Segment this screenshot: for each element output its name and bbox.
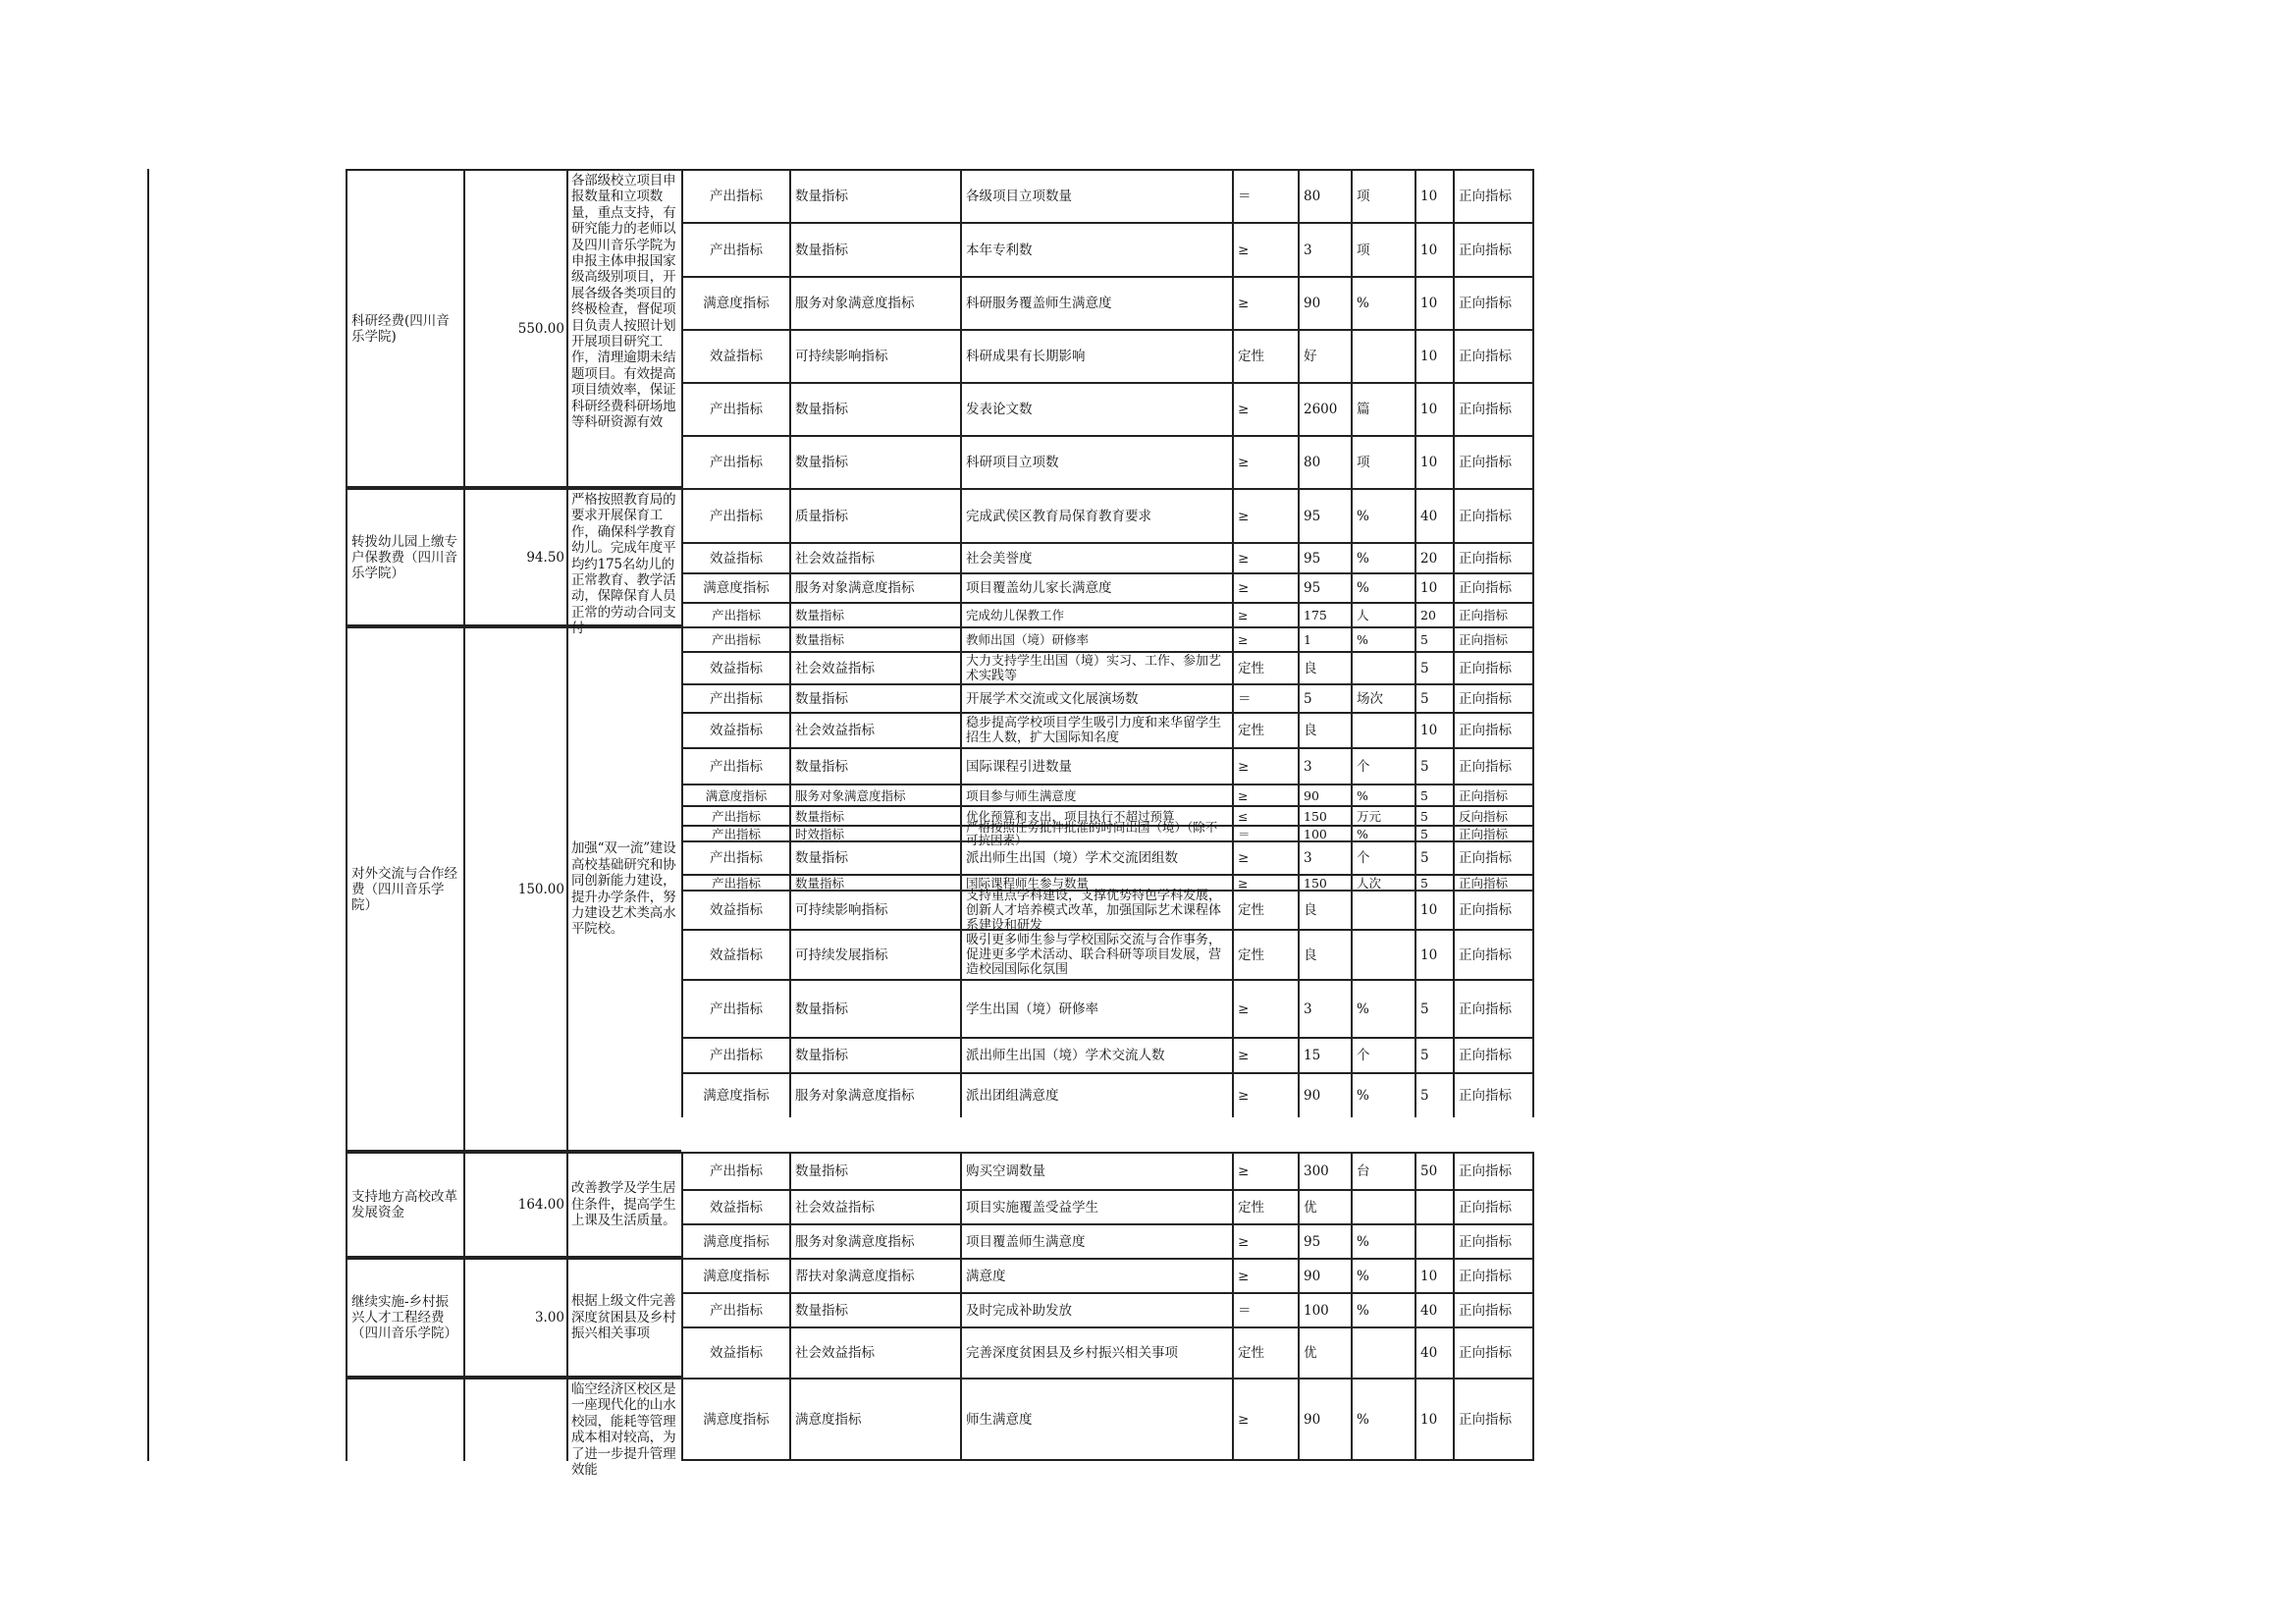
unit-cell	[1351, 1189, 1415, 1223]
comparison-operator-cell: ≥	[1232, 979, 1298, 1037]
weight-cell: 5	[1415, 979, 1453, 1037]
direction-cell: 正向指标	[1453, 929, 1534, 979]
indicator-name-cell: 优化预算和支出，项目执行不超过预算	[960, 805, 1232, 825]
weight-cell: 5	[1415, 1072, 1453, 1117]
weight-cell: 50	[1415, 1152, 1453, 1189]
weight-cell: 10	[1415, 169, 1453, 222]
unit-cell: 项	[1351, 435, 1415, 488]
weight-cell: 10	[1415, 1378, 1453, 1461]
target-value-cell: 80	[1298, 169, 1351, 222]
indicator-level1-cell: 产出指标	[681, 488, 789, 542]
indicator-name-cell: 科研项目立项数	[960, 435, 1232, 488]
indicator-level2-cell: 数量指标	[789, 805, 960, 825]
weight-cell: 5	[1415, 840, 1453, 874]
weight-cell: 5	[1415, 874, 1453, 890]
unit-cell: %	[1351, 626, 1415, 651]
comparison-operator-cell: ≥	[1232, 1258, 1298, 1292]
comparison-operator-cell: ≥	[1232, 784, 1298, 805]
comparison-operator-cell: ≥	[1232, 542, 1298, 572]
weight-cell: 5	[1415, 747, 1453, 784]
direction-cell: 正向指标	[1453, 712, 1534, 747]
indicator-name-cell: 发表论文数	[960, 382, 1232, 435]
target-value-cell: 150	[1298, 805, 1351, 825]
indicator-level1-cell: 效益指标	[681, 329, 789, 382]
project-goal-cell: 根据上级文件完善深度贫困县及乡村振兴相关事项	[566, 1258, 681, 1378]
unit-cell: %	[1351, 825, 1415, 840]
target-value-cell: 良	[1298, 890, 1351, 929]
indicator-level1-cell: 效益指标	[681, 1189, 789, 1223]
indicator-level1-cell: 产出指标	[681, 1152, 789, 1189]
comparison-operator-cell: ＝	[1232, 825, 1298, 840]
indicator-name-cell: 国际课程引进数量	[960, 747, 1232, 784]
indicator-level1-cell: 产出指标	[681, 840, 789, 874]
indicator-level1-cell: 满意度指标	[681, 1072, 789, 1117]
indicator-name-cell: 稳步提高学校项目学生吸引力度和来华留学生招生人数，扩大国际知名度	[960, 712, 1232, 747]
unit-cell: 项	[1351, 222, 1415, 276]
comparison-operator-cell: ≥	[1232, 840, 1298, 874]
indicator-name-cell: 科研服务覆盖师生满意度	[960, 276, 1232, 329]
comparison-operator-cell: ≥	[1232, 1152, 1298, 1189]
target-value-cell: 90	[1298, 1258, 1351, 1292]
indicator-name-cell: 各级项目立项数量	[960, 169, 1232, 222]
indicator-name-cell: 社会美誉度	[960, 542, 1232, 572]
target-value-cell: 优	[1298, 1326, 1351, 1378]
direction-cell: 正向指标	[1453, 572, 1534, 602]
indicator-name-cell: 派出师生出国（境）学术交流人数	[960, 1037, 1232, 1072]
indicator-name-cell: 严格按照任务批件批准的时间出国（境）（除不可抗因素）	[960, 825, 1232, 840]
indicator-level2-cell: 社会效益指标	[789, 542, 960, 572]
indicator-name-cell: 项目实施覆盖受益学生	[960, 1189, 1232, 1223]
indicator-level1-cell: 效益指标	[681, 712, 789, 747]
indicator-level1-cell: 效益指标	[681, 542, 789, 572]
comparison-operator-cell: ≥	[1232, 1223, 1298, 1258]
indicator-level2-cell: 数量指标	[789, 382, 960, 435]
indicator-level2-cell: 数量指标	[789, 874, 960, 890]
indicator-level2-cell: 数量指标	[789, 979, 960, 1037]
comparison-operator-cell: 定性	[1232, 890, 1298, 929]
weight-cell: 20	[1415, 602, 1453, 626]
direction-cell: 正向指标	[1453, 169, 1534, 222]
project-goal-cell: 加强“双一流”建设高校基础研究和协同创新能力建设，提升办学条件，努力建设艺术类高水平院校。	[566, 626, 681, 1152]
direction-cell: 正向指标	[1453, 626, 1534, 651]
indicator-name-cell: 教师出国（境）研修率	[960, 626, 1232, 651]
unit-cell	[1351, 1326, 1415, 1378]
weight-cell	[1415, 1189, 1453, 1223]
indicator-name-cell: 及时完成补助发放	[960, 1292, 1232, 1326]
indicator-level2-cell: 社会效益指标	[789, 712, 960, 747]
target-value-cell: 3	[1298, 979, 1351, 1037]
comparison-operator-cell: ＝	[1232, 1292, 1298, 1326]
project-goal-cell: 临空经济区校区是一座现代化的山水校园，能耗等管理成本相对较高，为了进一步提升管理效能	[566, 1378, 681, 1461]
unit-cell: %	[1351, 276, 1415, 329]
indicator-level2-cell: 服务对象满意度指标	[789, 1223, 960, 1258]
target-value-cell: 好	[1298, 329, 1351, 382]
weight-cell: 10	[1415, 929, 1453, 979]
weight-cell: 5	[1415, 784, 1453, 805]
direction-cell: 正向指标	[1453, 276, 1534, 329]
unit-cell: 万元	[1351, 805, 1415, 825]
target-value-cell: 90	[1298, 276, 1351, 329]
indicator-level2-cell: 满意度指标	[789, 1378, 960, 1461]
project-amount-cell: 164.00	[463, 1152, 566, 1258]
indicator-level2-cell: 帮扶对象满意度指标	[789, 1258, 960, 1292]
indicator-level2-cell: 质量指标	[789, 488, 960, 542]
target-value-cell: 3	[1298, 747, 1351, 784]
unit-cell: 人次	[1351, 874, 1415, 890]
direction-cell: 正向指标	[1453, 1072, 1534, 1117]
indicator-level2-cell: 可持续发展指标	[789, 929, 960, 979]
target-value-cell: 100	[1298, 1292, 1351, 1326]
project-goal-cell: 严格按照教育局的要求开展保育工作，确保科学教育幼儿。完成年度平均约175名幼儿的正常教育、教学活动，保障保育人员正常的劳动合同支付	[566, 488, 681, 626]
comparison-operator-cell: ≥	[1232, 1378, 1298, 1461]
unit-cell: 个	[1351, 840, 1415, 874]
indicator-level2-cell: 时效指标	[789, 825, 960, 840]
unit-cell: %	[1351, 488, 1415, 542]
direction-cell: 正向指标	[1453, 1037, 1534, 1072]
weight-cell: 40	[1415, 1326, 1453, 1378]
indicator-level1-cell: 效益指标	[681, 890, 789, 929]
target-value-cell: 95	[1298, 488, 1351, 542]
weight-cell: 10	[1415, 276, 1453, 329]
target-value-cell: 良	[1298, 651, 1351, 683]
indicator-level1-cell: 产出指标	[681, 602, 789, 626]
unit-cell: %	[1351, 1223, 1415, 1258]
indicator-level1-cell: 产出指标	[681, 825, 789, 840]
comparison-operator-cell: ≥	[1232, 747, 1298, 784]
project-amount-cell: 550.00	[463, 169, 566, 488]
target-value-cell: 90	[1298, 784, 1351, 805]
direction-cell: 正向指标	[1453, 784, 1534, 805]
target-value-cell: 15	[1298, 1037, 1351, 1072]
target-value-cell: 2600	[1298, 382, 1351, 435]
comparison-operator-cell: 定性	[1232, 929, 1298, 979]
comparison-operator-cell: 定性	[1232, 329, 1298, 382]
unit-cell: %	[1351, 1378, 1415, 1461]
direction-cell: 正向指标	[1453, 890, 1534, 929]
indicator-level1-cell: 满意度指标	[681, 572, 789, 602]
indicator-level1-cell: 效益指标	[681, 929, 789, 979]
direction-cell: 正向指标	[1453, 382, 1534, 435]
weight-cell: 10	[1415, 382, 1453, 435]
weight-cell: 10	[1415, 712, 1453, 747]
weight-cell: 10	[1415, 435, 1453, 488]
indicator-level2-cell: 数量指标	[789, 747, 960, 784]
indicator-level2-cell: 数量指标	[789, 1037, 960, 1072]
project-goal-cell: 各部级校立项目申报数量和立项数量，重点支持，有研究能力的老师以及四川音乐学院为申报主体申报国家级高级别项目，开展各级各类项目的终极检查，督促项目负责人按照计划开展项目研究工作，清理逾期未结题项目。有效提高项目绩效率，保证科研经费科研场地等科研资源有效	[566, 169, 681, 488]
comparison-operator-cell: ≥	[1232, 276, 1298, 329]
weight-cell: 5	[1415, 651, 1453, 683]
unit-cell: 场次	[1351, 683, 1415, 712]
indicator-level1-cell: 产出指标	[681, 382, 789, 435]
direction-cell: 正向指标	[1453, 488, 1534, 542]
indicator-name-cell: 师生满意度	[960, 1378, 1232, 1461]
weight-cell: 10	[1415, 329, 1453, 382]
indicator-name-cell: 项目覆盖幼儿家长满意度	[960, 572, 1232, 602]
indicator-name-cell: 派出团组满意度	[960, 1072, 1232, 1117]
sheet-left-rule	[147, 169, 149, 1461]
target-value-cell: 100	[1298, 825, 1351, 840]
indicator-name-cell: 购买空调数量	[960, 1152, 1232, 1189]
indicator-level1-cell: 满意度指标	[681, 784, 789, 805]
indicator-level1-cell: 产出指标	[681, 169, 789, 222]
weight-cell: 5	[1415, 825, 1453, 840]
direction-cell: 正向指标	[1453, 435, 1534, 488]
indicator-name-cell: 满意度	[960, 1258, 1232, 1292]
target-value-cell: 95	[1298, 542, 1351, 572]
indicator-name-cell: 学生出国（境）研修率	[960, 979, 1232, 1037]
unit-cell: %	[1351, 1258, 1415, 1292]
target-value-cell: 95	[1298, 572, 1351, 602]
indicator-level2-cell: 数量指标	[789, 602, 960, 626]
indicator-level2-cell: 社会效益指标	[789, 651, 960, 683]
indicator-level1-cell: 满意度指标	[681, 1258, 789, 1292]
indicator-name-cell: 项目参与师生满意度	[960, 784, 1232, 805]
target-value-cell: 150	[1298, 874, 1351, 890]
direction-cell: 正向指标	[1453, 222, 1534, 276]
weight-cell: 10	[1415, 890, 1453, 929]
unit-cell: %	[1351, 979, 1415, 1037]
project-name-cell: 对外交流与合作经费（四川音乐学院）	[346, 626, 463, 1152]
direction-cell: 正向指标	[1453, 1223, 1534, 1258]
indicator-level2-cell: 服务对象满意度指标	[789, 276, 960, 329]
indicator-level1-cell: 满意度指标	[681, 1223, 789, 1258]
unit-cell	[1351, 329, 1415, 382]
indicator-level1-cell: 产出指标	[681, 1037, 789, 1072]
indicator-level1-cell: 满意度指标	[681, 276, 789, 329]
indicator-level2-cell: 社会效益指标	[789, 1326, 960, 1378]
project-amount-cell: 3.00	[463, 1258, 566, 1378]
comparison-operator-cell: ≤	[1232, 805, 1298, 825]
indicator-name-cell: 本年专利数	[960, 222, 1232, 276]
comparison-operator-cell: ≥	[1232, 488, 1298, 542]
comparison-operator-cell: 定性	[1232, 651, 1298, 683]
unit-cell	[1351, 651, 1415, 683]
indicator-level1-cell: 效益指标	[681, 1326, 789, 1378]
indicator-name-cell: 开展学术交流或文化展演场数	[960, 683, 1232, 712]
target-value-cell: 80	[1298, 435, 1351, 488]
comparison-operator-cell: 定性	[1232, 1189, 1298, 1223]
target-value-cell: 优	[1298, 1189, 1351, 1223]
indicator-name-cell: 支持重点学科建设，支撑优势特色学科发展，创新人才培养模式改革，加强国际艺术课程体系建设和研发	[960, 890, 1232, 929]
indicator-level2-cell: 数量指标	[789, 169, 960, 222]
unit-cell: 项	[1351, 169, 1415, 222]
comparison-operator-cell: ≥	[1232, 222, 1298, 276]
indicator-level2-cell: 数量指标	[789, 626, 960, 651]
unit-cell: 台	[1351, 1152, 1415, 1189]
target-value-cell: 良	[1298, 929, 1351, 979]
direction-cell: 正向指标	[1453, 1292, 1534, 1326]
weight-cell: 10	[1415, 1258, 1453, 1292]
indicator-level2-cell: 数量指标	[789, 222, 960, 276]
target-value-cell: 300	[1298, 1152, 1351, 1189]
comparison-operator-cell: 定性	[1232, 712, 1298, 747]
indicator-level1-cell: 满意度指标	[681, 1378, 789, 1461]
unit-cell: %	[1351, 1292, 1415, 1326]
direction-cell: 正向指标	[1453, 747, 1534, 784]
indicator-level1-cell: 产出指标	[681, 1292, 789, 1326]
direction-cell: 正向指标	[1453, 1152, 1534, 1189]
indicator-level2-cell: 可持续影响指标	[789, 329, 960, 382]
target-value-cell: 3	[1298, 840, 1351, 874]
unit-cell: 个	[1351, 1037, 1415, 1072]
unit-cell: %	[1351, 572, 1415, 602]
comparison-operator-cell: ≥	[1232, 626, 1298, 651]
indicator-name-cell: 大力支持学生出国（境）实习、工作、参加艺术实践等	[960, 651, 1232, 683]
weight-cell: 5	[1415, 805, 1453, 825]
target-value-cell: 1	[1298, 626, 1351, 651]
weight-cell: 5	[1415, 626, 1453, 651]
unit-cell	[1351, 929, 1415, 979]
indicator-level1-cell: 产出指标	[681, 979, 789, 1037]
indicator-level1-cell: 产出指标	[681, 626, 789, 651]
project-name-cell: 继续实施-乡村振兴人才工程经费（四川音乐学院）	[346, 1258, 463, 1378]
direction-cell: 正向指标	[1453, 683, 1534, 712]
project-name-cell: 支持地方高校改革发展资金	[346, 1152, 463, 1258]
project-goal-cell: 改善教学及学生居住条件，提高学生上课及生活质量。	[566, 1152, 681, 1258]
comparison-operator-cell: ≥	[1232, 435, 1298, 488]
indicator-name-cell: 完善深度贫困县及乡村振兴相关事项	[960, 1326, 1232, 1378]
unit-cell: 个	[1351, 747, 1415, 784]
unit-cell	[1351, 890, 1415, 929]
indicator-level2-cell: 数量指标	[789, 435, 960, 488]
unit-cell: %	[1351, 542, 1415, 572]
weight-cell: 10	[1415, 222, 1453, 276]
indicator-level1-cell: 产出指标	[681, 874, 789, 890]
unit-cell: %	[1351, 1072, 1415, 1117]
indicator-name-cell: 完成幼儿保教工作	[960, 602, 1232, 626]
indicator-name-cell: 完成武侯区教育局保育教育要求	[960, 488, 1232, 542]
indicator-level2-cell: 数量指标	[789, 840, 960, 874]
weight-cell: 5	[1415, 1037, 1453, 1072]
target-value-cell: 90	[1298, 1378, 1351, 1461]
indicator-level2-cell: 可持续影响指标	[789, 890, 960, 929]
indicator-level1-cell: 产出指标	[681, 805, 789, 825]
comparison-operator-cell: ≥	[1232, 602, 1298, 626]
indicator-level1-cell: 效益指标	[681, 651, 789, 683]
target-value-cell: 95	[1298, 1223, 1351, 1258]
indicator-name-cell: 项目覆盖师生满意度	[960, 1223, 1232, 1258]
target-value-cell: 3	[1298, 222, 1351, 276]
indicator-name-cell: 科研成果有长期影响	[960, 329, 1232, 382]
target-value-cell: 175	[1298, 602, 1351, 626]
target-value-cell: 良	[1298, 712, 1351, 747]
direction-cell: 正向指标	[1453, 542, 1534, 572]
target-value-cell: 90	[1298, 1072, 1351, 1117]
indicator-level1-cell: 产出指标	[681, 222, 789, 276]
direction-cell: 正向指标	[1453, 1189, 1534, 1223]
indicator-name-cell: 派出师生出国（境）学术交流团组数	[960, 840, 1232, 874]
direction-cell: 正向指标	[1453, 1378, 1534, 1461]
indicator-name-cell: 国际课程师生参与数量	[960, 874, 1232, 890]
comparison-operator-cell: ≥	[1232, 1037, 1298, 1072]
comparison-operator-cell: ≥	[1232, 382, 1298, 435]
indicator-level1-cell: 产出指标	[681, 683, 789, 712]
indicator-level2-cell: 数量指标	[789, 1152, 960, 1189]
project-amount-cell	[463, 1378, 566, 1461]
indicator-level2-cell: 服务对象满意度指标	[789, 1072, 960, 1117]
direction-cell: 正向指标	[1453, 840, 1534, 874]
indicator-level2-cell: 服务对象满意度指标	[789, 784, 960, 805]
project-amount-cell: 94.50	[463, 488, 566, 626]
unit-cell	[1351, 712, 1415, 747]
direction-cell: 正向指标	[1453, 979, 1534, 1037]
comparison-operator-cell: ＝	[1232, 169, 1298, 222]
unit-cell: 篇	[1351, 382, 1415, 435]
unit-cell: %	[1351, 784, 1415, 805]
direction-cell: 正向指标	[1453, 329, 1534, 382]
indicator-level2-cell: 数量指标	[789, 1292, 960, 1326]
direction-cell: 正向指标	[1453, 825, 1534, 840]
weight-cell: 20	[1415, 542, 1453, 572]
weight-cell: 40	[1415, 1292, 1453, 1326]
comparison-operator-cell: ≥	[1232, 1072, 1298, 1117]
indicator-level2-cell: 服务对象满意度指标	[789, 572, 960, 602]
comparison-operator-cell: ＝	[1232, 683, 1298, 712]
direction-cell: 正向指标	[1453, 874, 1534, 890]
weight-cell: 10	[1415, 572, 1453, 602]
direction-cell: 正向指标	[1453, 1258, 1534, 1292]
project-name-cell: 科研经费(四川音乐学院)	[346, 169, 463, 488]
project-amount-cell: 150.00	[463, 626, 566, 1152]
direction-cell: 正向指标	[1453, 1326, 1534, 1378]
indicator-level2-cell: 社会效益指标	[789, 1189, 960, 1223]
direction-cell: 正向指标	[1453, 602, 1534, 626]
indicator-level1-cell: 产出指标	[681, 747, 789, 784]
indicator-level1-cell: 产出指标	[681, 435, 789, 488]
project-name-cell	[346, 1378, 463, 1461]
unit-cell: 人	[1351, 602, 1415, 626]
comparison-operator-cell: ≥	[1232, 572, 1298, 602]
comparison-operator-cell: 定性	[1232, 1326, 1298, 1378]
weight-cell: 40	[1415, 488, 1453, 542]
target-value-cell: 5	[1298, 683, 1351, 712]
project-name-cell: 转拨幼儿园上缴专户保教费（四川音乐学院）	[346, 488, 463, 626]
direction-cell: 正向指标	[1453, 651, 1534, 683]
indicator-name-cell: 吸引更多师生参与学校国际交流与合作事务，促进更多学术活动、联合科研等项目发展，营造校园国际化氛围	[960, 929, 1232, 979]
weight-cell	[1415, 1223, 1453, 1258]
weight-cell: 5	[1415, 683, 1453, 712]
direction-cell: 反向指标	[1453, 805, 1534, 825]
comparison-operator-cell: ≥	[1232, 874, 1298, 890]
indicator-level2-cell: 数量指标	[789, 683, 960, 712]
